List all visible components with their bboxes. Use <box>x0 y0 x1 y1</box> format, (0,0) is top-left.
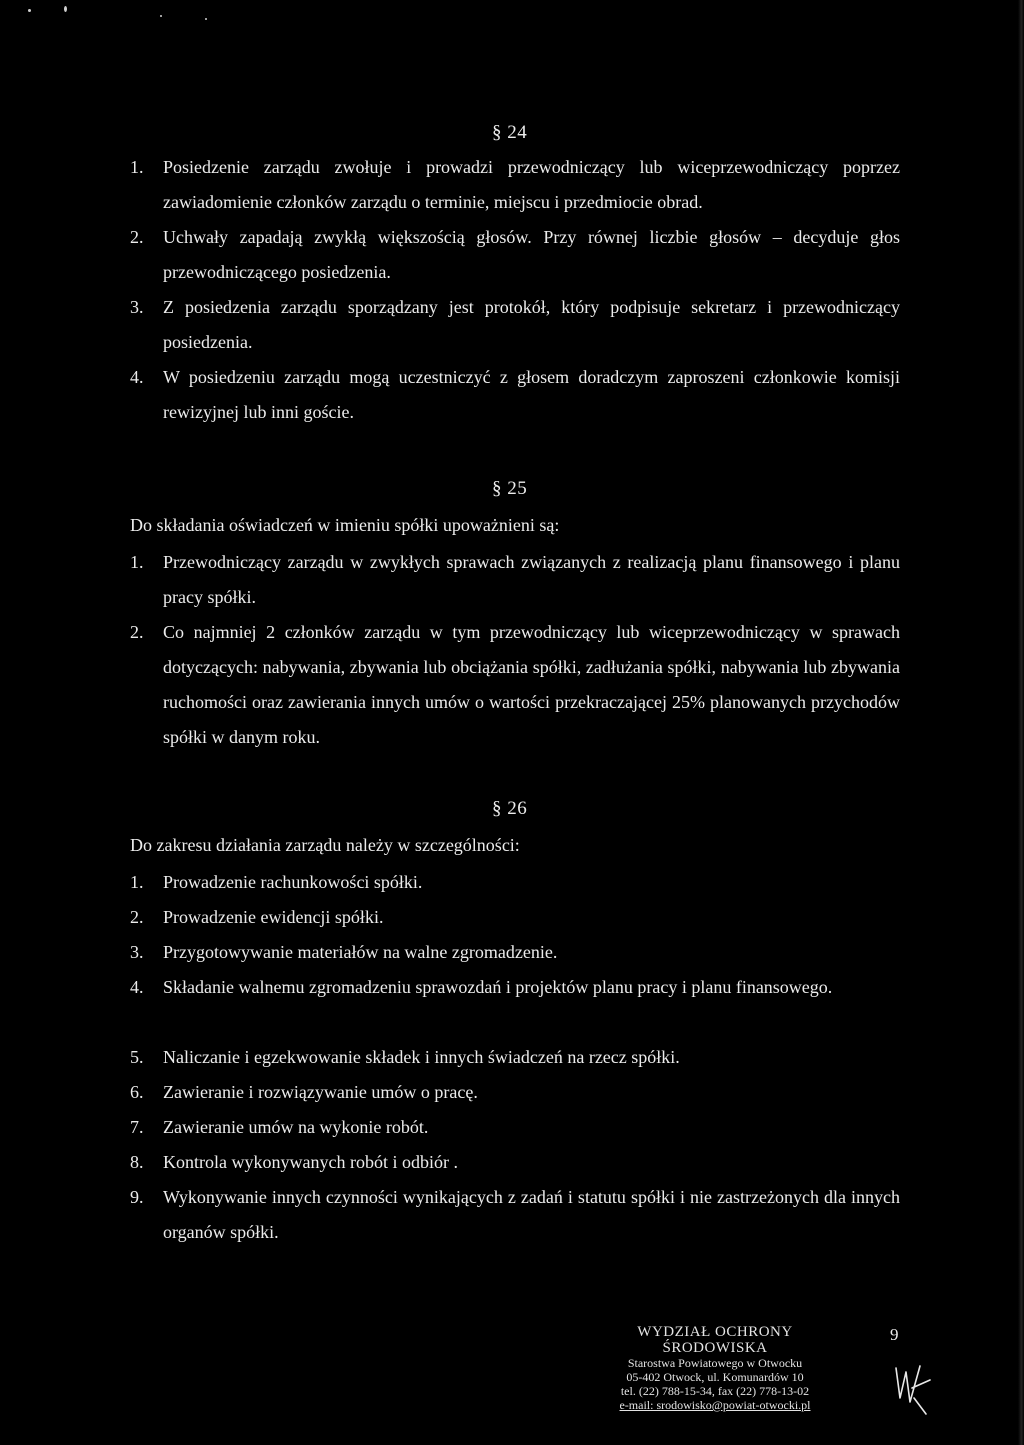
item-text: Prowadzenie rachunkowości spółki. <box>163 872 423 892</box>
item-text: Uchwały zapadają zwykłą większością głosów. Przy równej liczbie głosów – decyduje głos przewodniczącego posiedzenia. <box>163 227 900 282</box>
item-number: 2. <box>130 227 144 247</box>
list-item <box>130 865 900 900</box>
item-number: 9. <box>130 1187 144 1207</box>
list-item <box>130 1145 900 1180</box>
section-heading-26: § 26 <box>492 798 528 819</box>
list-item <box>130 615 900 755</box>
list-item <box>130 545 900 615</box>
section-intro: Do składania oświadczeń w imieniu spółki upoważnieni są: <box>130 515 560 535</box>
item-text: Składanie walnemu zgromadzeniu sprawozdań i projektów planu pracy i planu finansowego. <box>163 977 833 997</box>
list-item <box>130 1040 900 1075</box>
item-number: 3. <box>130 297 144 317</box>
item-number: 1. <box>130 552 144 572</box>
item-text: Z posiedzenia zarządu sporządzany jest protokół, który podpisuje sekretarz i przewodniczący posiedzenia. <box>163 297 900 352</box>
stamp-line: tel. (22) 788-15-34, fax (22) 778-13-02 <box>620 1384 810 1398</box>
item-number: 1. <box>130 872 144 892</box>
item-number: 4. <box>130 367 144 387</box>
item-text: Przygotowywanie materiałów na walne zgromadzenie. <box>163 942 558 962</box>
list-item <box>130 1110 900 1145</box>
list-item <box>130 1075 900 1110</box>
list-item <box>130 360 900 430</box>
scan-speck <box>64 6 67 12</box>
section-heading-25: § 25 <box>492 478 528 499</box>
item-number: 4. <box>130 977 144 997</box>
item-text: Przewodniczący zarządu w zwykłych sprawach związanych z realizacją planu finansowego i planu pracy spółki. <box>163 552 900 607</box>
item-number: 1. <box>130 157 144 177</box>
item-text: Zawieranie i rozwiązywanie umów o pracę. <box>163 1082 478 1102</box>
stamp-line: e-mail: srodowisko@powiat-otwocki.pl <box>619 1398 811 1412</box>
list-item <box>130 935 900 970</box>
item-number: 5. <box>130 1047 144 1067</box>
item-number: 2. <box>130 622 144 642</box>
item-number: 6. <box>130 1082 144 1102</box>
list-item <box>130 220 900 290</box>
section-heading-24: § 24 <box>492 122 528 143</box>
item-text: Posiedzenie zarządu zwołuje i prowadzi przewodniczący lub wiceprzewodniczący poprzez zawiadomienie członków zarządu o terminie, miejscu i przedmiocie obrad. <box>163 157 900 212</box>
section-intro: Do zakresu działania zarządu należy w szczególności: <box>130 835 520 855</box>
stamp-line: Starostwa Powiatowego w Otwocku <box>627 1356 803 1370</box>
office-stamp <box>590 1324 840 1412</box>
scan-speck <box>28 9 31 12</box>
scan-edge <box>1018 0 1024 1445</box>
item-text: Naliczanie i egzekwowanie składek i innych świadczeń na rzecz spółki. <box>163 1047 680 1067</box>
item-number: 3. <box>130 942 144 962</box>
list-item <box>130 970 900 1005</box>
list-item <box>130 900 900 935</box>
scan-speck <box>205 18 207 20</box>
signature-initials-icon <box>890 1358 934 1418</box>
item-number: 2. <box>130 907 144 927</box>
item-text: Co najmniej 2 członków zarządu w tym przewodniczący lub wiceprzewodniczący w sprawach dotyczących: nabywania, zbywania lub obciążania spółki, zadłużania spółki, nabywania lub zbywania ruchomości oraz zawierania innych umów o wartości przekraczającej 25% planowanych przychodów spółki w danym roku. <box>163 622 900 747</box>
stamp-line: WYDZIAŁ OCHRONY <box>637 1324 793 1340</box>
list-item <box>130 290 900 360</box>
page-number: 9 <box>890 1325 899 1344</box>
stamp-line: 05-402 Otwock, ul. Komunardów 10 <box>626 1370 804 1384</box>
item-number: 7. <box>130 1117 144 1137</box>
stamp-line: ŚRODOWISKA <box>662 1340 768 1356</box>
item-text: Kontrola wykonywanych robót i odbiór . <box>163 1152 458 1172</box>
item-text: Prowadzenie ewidencji spółki. <box>163 907 384 927</box>
item-text: Zawieranie umów na wykonie robót. <box>163 1117 429 1137</box>
item-text: W posiedzeniu zarządu mogą uczestniczyć z głosem doradczym zaproszeni członkowie komisji rewizyjnej lub inni goście. <box>163 367 900 422</box>
scan-speck <box>160 15 162 17</box>
item-number: 8. <box>130 1152 144 1172</box>
item-text: Wykonywanie innych czynności wynikających z zadań i statutu spółki i nie zastrzeżonych dla innych organów spółki. <box>163 1187 900 1242</box>
list-item <box>130 1180 900 1250</box>
list-item <box>130 150 900 220</box>
